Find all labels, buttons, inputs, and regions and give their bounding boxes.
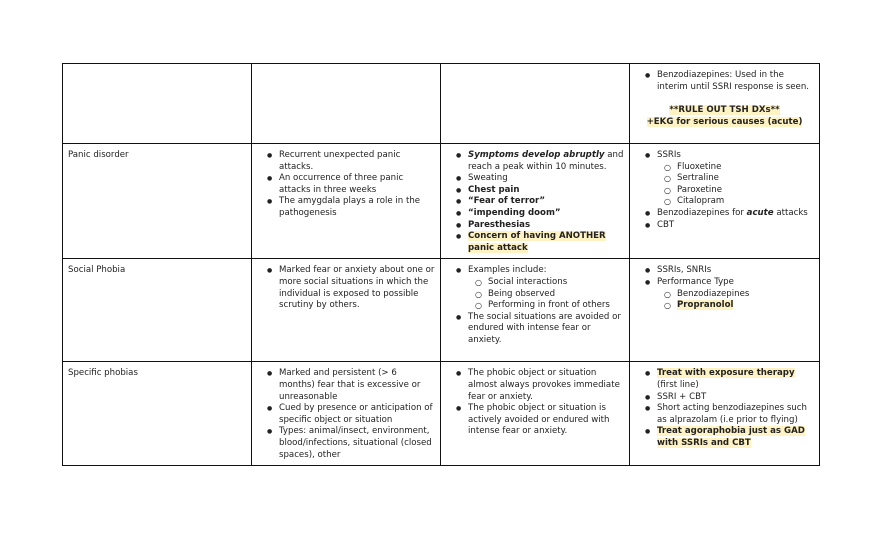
list-item: ● SSRI + CBT xyxy=(657,392,814,404)
treatment-list xyxy=(635,70,814,93)
list-item: ● Marked fear or anxiety about one or more social situations in which the individual is exposed to possible scrutiny by others. xyxy=(279,265,435,311)
list-item: ○ Propranolol xyxy=(677,300,814,312)
treatment-cell xyxy=(630,362,820,466)
condition-cell: Panic disorder xyxy=(63,144,252,259)
features-cell xyxy=(252,362,441,466)
condition-cell: Social Phobia xyxy=(63,259,252,362)
treatment-list xyxy=(635,150,814,231)
list-item: ● Treat with exposure therapy (first line) xyxy=(657,368,814,391)
features-list xyxy=(257,368,435,461)
features-list xyxy=(257,150,435,220)
list-item: ● Performance Type ○ Benzodiazepines ○ Propranolol xyxy=(657,277,814,312)
table-row xyxy=(63,259,820,362)
condition-cell xyxy=(63,64,252,144)
rule-out-tsh-text: **RULE OUT TSH DXs** xyxy=(669,105,780,116)
treatment-list xyxy=(635,368,814,449)
list-item: ○ Performing in front of others xyxy=(488,300,624,312)
list-item: ● Marked and persistent (> 6 months) fear that is excessive or unreasonable xyxy=(279,368,435,403)
list-item: ● An occurrence of three panic attacks in three weeks xyxy=(279,173,435,196)
rule-out-note xyxy=(635,105,814,128)
list-item: ● Symptoms develop abruptly and reach a peak within 10 minutes. xyxy=(468,150,624,173)
list-item: ● Sweating xyxy=(468,173,624,185)
list-item: ● Treat agoraphobia just as GAD with SSRIs and CBT xyxy=(657,426,814,449)
anxiety-disorders-table xyxy=(62,63,820,466)
list-item: ● “impending doom” xyxy=(468,208,624,220)
features-cell xyxy=(252,259,441,362)
list-item: ○ Fluoxetine xyxy=(677,162,814,174)
list-item: ● Paresthesias xyxy=(468,220,624,232)
list-item: ● Examples include: ○ Social interactions ○ Being observed ○ Performing in front of others xyxy=(468,265,624,311)
condition-cell: Specific phobias xyxy=(63,362,252,466)
list-item: ● Types: animal/insect, environment, blood/infections, situational (closed spaces), other xyxy=(279,426,435,461)
symptoms-list xyxy=(446,150,624,254)
list-item: ● Cued by presence or anticipation of specific object or situation xyxy=(279,403,435,426)
list-item: ● SSRIs, SNRIs xyxy=(657,265,814,277)
features-cell xyxy=(252,144,441,259)
list-item: ● Short acting benzodiazepines such as alprazolam (i.e prior to flying) xyxy=(657,403,814,426)
list-item: ● Concern of having ANOTHER panic attack xyxy=(468,231,624,254)
ssri-list xyxy=(657,162,814,208)
list-item: ○ Paroxetine xyxy=(677,185,814,197)
table-row xyxy=(63,64,820,144)
list-item: ○ Citalopram xyxy=(677,196,814,208)
list-item: ● The social situations are avoided or endured with intense fear or anxiety. xyxy=(468,312,624,347)
features-list xyxy=(257,265,435,311)
list-item: ● Recurrent unexpected panic attacks. xyxy=(279,150,435,173)
list-item: ● The amygdala plays a role in the pathogenesis xyxy=(279,196,435,219)
symptoms-cell xyxy=(441,362,630,466)
list-item: ● Benzodiazepines: Used in the interim until SSRI response is seen. xyxy=(657,70,814,93)
symptoms-list xyxy=(446,265,624,346)
examples-list xyxy=(468,277,624,312)
list-item: ● “Fear of terror” xyxy=(468,196,624,208)
symptoms-cell xyxy=(441,64,630,144)
performance-list xyxy=(657,289,814,312)
list-item: ● Benzodiazepines for acute attacks xyxy=(657,208,814,220)
list-item: ○ Being observed xyxy=(488,289,624,301)
symptoms-cell xyxy=(441,144,630,259)
list-item: ● Chest pain xyxy=(468,185,624,197)
list-item: ○ Social interactions xyxy=(488,277,624,289)
symptoms-list xyxy=(446,368,624,438)
symptoms-cell xyxy=(441,259,630,362)
ekg-note-text: +EKG for serious causes (acute) xyxy=(646,116,803,127)
treatment-cell xyxy=(630,64,820,144)
list-item: ○ Sertraline xyxy=(677,173,814,185)
list-item: ● The phobic object or situation is actively avoided or endured with intense fear or anxiety. xyxy=(468,403,624,438)
features-cell xyxy=(252,64,441,144)
list-item: ● SSRIs ○ Fluoxetine ○ Sertraline ○ Paroxetine ○ Citalopram xyxy=(657,150,814,208)
table-row xyxy=(63,144,820,259)
treatment-list xyxy=(635,265,814,311)
list-item: ○ Benzodiazepines xyxy=(677,289,814,301)
list-item: ● The phobic object or situation almost always provokes immediate fear or anxiety. xyxy=(468,368,624,403)
list-item: ● CBT xyxy=(657,220,814,232)
table-row xyxy=(63,362,820,466)
treatment-cell xyxy=(630,259,820,362)
treatment-cell xyxy=(630,144,820,259)
